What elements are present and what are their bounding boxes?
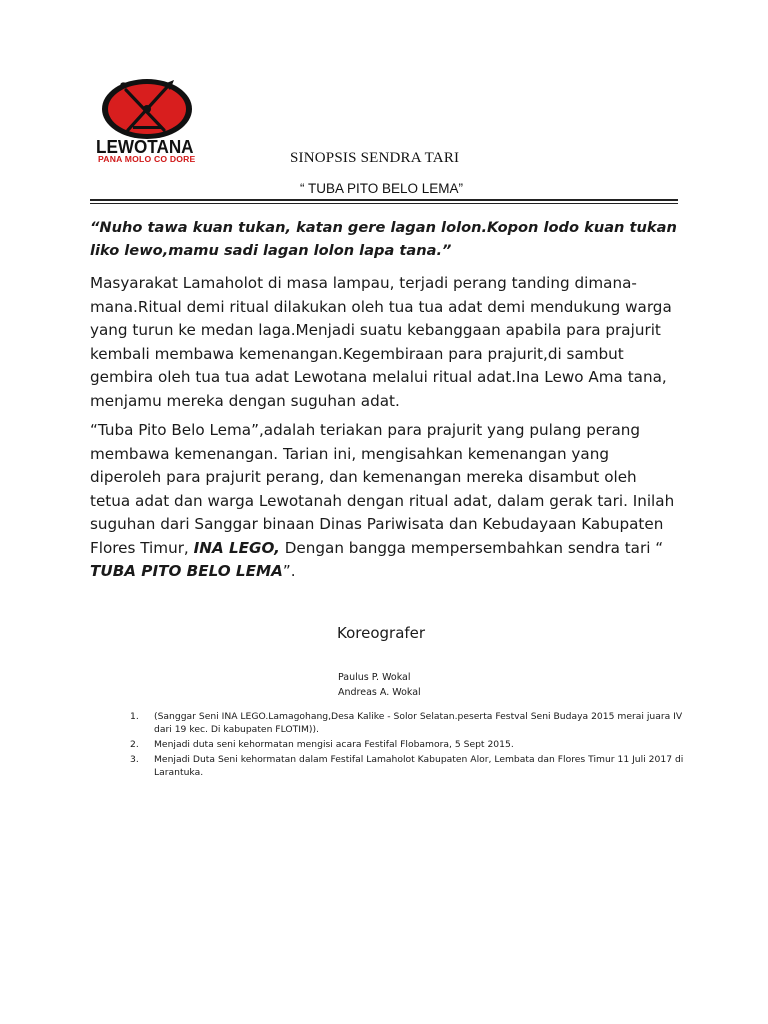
paragraph-text: ”. bbox=[282, 562, 296, 580]
list-number: 3. bbox=[130, 753, 139, 765]
title-divider-thin bbox=[90, 203, 678, 204]
list-item bbox=[130, 738, 690, 751]
logo-wordmark: LEWOTANA bbox=[96, 137, 194, 157]
list-item bbox=[130, 710, 690, 736]
paragraph-text: Dengan bangga mempersembahkan sendra tari “ bbox=[279, 538, 664, 557]
dance-title: TUBA PITO BELO LEMA bbox=[90, 562, 283, 580]
list-item-text: (Sanggar Seni INA LEGO.Lamagohang,Desa Kalike - Solor Selatan.peserta Festval Seni Budaya 2015 merai juara IV dari 19 kec. Di kabupaten FLOTIM)). bbox=[154, 711, 683, 736]
paragraph-text: “Tuba Pito Belo Lema”,adalah teriakan para prajurit yang pulang perang membawa kemenangan. Tarian ini, mengisahkan kemenangan yang diperoleh para prajurit perang, dan kemenangan mereka disambut oleh tetua adat dan warga Lewotanah dengan ritual adat, dalam gerak tari. Inilah suguhan dari Sanggar binaan Dinas Pariwisata dan Kebudayaan Kabupaten Flores Timur, bbox=[90, 421, 675, 557]
list-number: 2. bbox=[130, 738, 139, 750]
koreografer-names bbox=[338, 671, 421, 700]
achievements-list bbox=[130, 710, 690, 781]
paragraph-history: Masyarakat Lamaholot di masa lampau, terjadi perang tanding dimana-mana.Ritual demi ritual dilakukan oleh tua tua adat demi mendukung warga yang turun ke medan laga.Menjadi suatu kebanggaan apabila para prajurit kembali membawa kemenangan.Kegembiraan para prajurit,di sambut gembira oleh tua tua adat Lewotana melalui ritual adat.Ina Lewo Ama tana, menjamu mereka dengan suguhan adat. bbox=[90, 274, 672, 410]
koreografer-heading: Koreografer bbox=[337, 624, 426, 642]
koreografer-name: Paulus P. Wokal bbox=[338, 672, 411, 683]
sanggar-name: INA LEGO, bbox=[193, 538, 280, 557]
list-item-text: Menjadi duta seni kehormatan mengisi acara Festifal Flobamora, 5 Sept 2015. bbox=[154, 738, 514, 750]
opening-quote: “Nuho tawa kuan tukan, katan gere lagan lolon.Kopon lodo kuan tukan liko lewo,mamu sadi lagan lolon lapa tana.” bbox=[90, 219, 677, 259]
koreografer-name: Andreas A. Wokal bbox=[338, 686, 421, 698]
title-divider bbox=[90, 199, 678, 201]
document-subtitle: “ TUBA PITO BELO LEMA” bbox=[300, 181, 464, 196]
document-title: SINOPSIS SENDRA TARI bbox=[290, 150, 460, 166]
list-item bbox=[130, 753, 690, 779]
list-number: 1. bbox=[130, 711, 139, 722]
logo-tagline: PANA MOLO CO DORE bbox=[98, 154, 196, 164]
paragraph-dance-description bbox=[90, 419, 680, 584]
list-item-text: Menjadi Duta Seni kehormatan dalam Festifal Lamaholot Kabupaten Alor, Lembata dan Flores Timur 11 Juli 2017 di Larantuka. bbox=[154, 753, 684, 778]
